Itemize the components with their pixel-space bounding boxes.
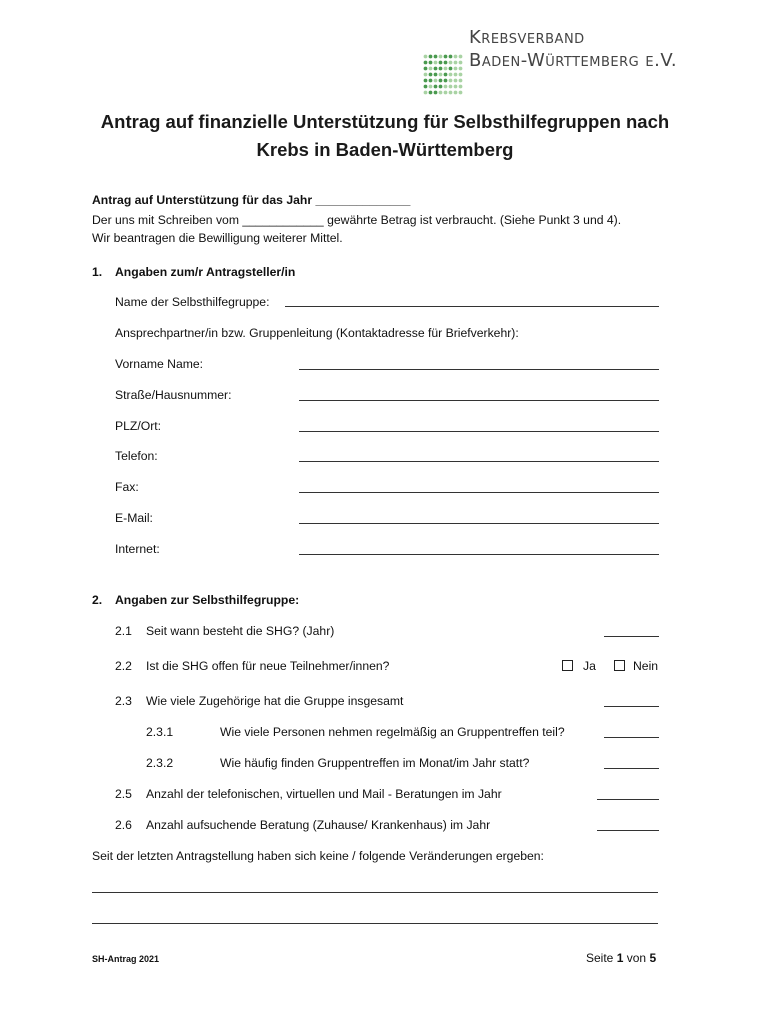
logo-dot bbox=[439, 55, 443, 59]
title-line-2: Krebs in Baden-Württemberg bbox=[256, 139, 514, 160]
logo-dot bbox=[434, 91, 438, 95]
street-field[interactable] bbox=[299, 400, 659, 401]
option-ja-label: Ja bbox=[583, 659, 596, 673]
q25-answer-field[interactable] bbox=[597, 799, 659, 800]
logo-dot bbox=[439, 73, 443, 77]
q23-label: Wie viele Zugehörige hat die Gruppe insgesamt bbox=[146, 694, 404, 708]
logo-dot bbox=[444, 67, 448, 71]
krebsverband-logo bbox=[423, 26, 743, 96]
logo-dot bbox=[454, 91, 458, 95]
field-label-email: E-Mail: bbox=[115, 511, 153, 525]
section2-number: 2. bbox=[92, 593, 103, 607]
q232-label: Wie häufig finden Gruppentreffen im Monat/im Jahr statt? bbox=[220, 756, 530, 770]
logo-dot bbox=[454, 67, 458, 71]
q231-number: 2.3.1 bbox=[146, 725, 174, 739]
q232-number: 2.3.2 bbox=[146, 756, 174, 770]
logo-dot bbox=[444, 79, 448, 83]
option-nein-label: Nein bbox=[633, 659, 659, 673]
internet-field[interactable] bbox=[299, 554, 659, 555]
q25-number: 2.5 bbox=[115, 787, 132, 801]
logo-dot bbox=[439, 67, 443, 71]
q26-number: 2.6 bbox=[115, 818, 132, 832]
letter-text: Der uns mit Schreiben vom ____________ gewährte Betrag ist verbraucht. (Siehe Punkt 3 und 4). bbox=[92, 213, 622, 227]
logo-dot bbox=[459, 55, 463, 59]
field-label-name: Vorname Name: bbox=[115, 357, 204, 371]
logo-dot bbox=[454, 85, 458, 89]
contact-label: Ansprechpartner/in bzw. Gruppenleitung (Kontaktadresse für Briefverkehr): bbox=[115, 326, 519, 340]
logo-dot bbox=[424, 55, 428, 59]
q21-number: 2.1 bbox=[115, 624, 132, 638]
logo-dot bbox=[429, 91, 433, 95]
logo-dot bbox=[439, 61, 443, 65]
name-field[interactable] bbox=[299, 369, 659, 370]
page-current: 1 bbox=[616, 951, 624, 965]
page-prefix: Seite bbox=[586, 951, 614, 965]
logo-dot bbox=[459, 85, 463, 89]
logo-dot bbox=[434, 85, 438, 89]
logo-dot bbox=[459, 73, 463, 77]
year-label: Antrag auf Unterstützung für das Jahr ______________ bbox=[92, 193, 411, 207]
q23-number: 2.3 bbox=[115, 694, 132, 708]
logo-dot bbox=[429, 85, 433, 89]
logo-dot bbox=[444, 61, 448, 65]
q231-label: Wie viele Personen nehmen regelmäßig an Gruppentreffen teil? bbox=[220, 725, 565, 739]
q23-answer-field[interactable] bbox=[604, 706, 659, 707]
logo-dot bbox=[424, 61, 428, 65]
section1-heading: Angaben zum/r Antragsteller/in bbox=[115, 265, 296, 279]
logo-dot bbox=[449, 91, 453, 95]
dot-grid-icon bbox=[423, 54, 463, 96]
q21-answer-field[interactable] bbox=[604, 636, 659, 637]
logo-dot bbox=[459, 67, 463, 71]
fax-field[interactable] bbox=[299, 492, 659, 493]
changes-line-2[interactable] bbox=[92, 923, 658, 924]
logo-dot bbox=[439, 91, 443, 95]
logo-dot bbox=[444, 55, 448, 59]
logo-dot bbox=[439, 85, 443, 89]
changes-line-1[interactable] bbox=[92, 892, 658, 893]
logo-dot bbox=[444, 85, 448, 89]
logo-dot bbox=[449, 61, 453, 65]
logo-dot bbox=[454, 79, 458, 83]
logo-line-2: Baden-Württemberg e.V. bbox=[469, 50, 678, 71]
logo-wordmark bbox=[469, 26, 677, 72]
logo-dot bbox=[434, 55, 438, 59]
q26-label: Anzahl aufsuchende Beratung (Zuhause/ Krankenhaus) im Jahr bbox=[146, 818, 491, 832]
logo-dot bbox=[429, 67, 433, 71]
group-name-label: Name der Selbsthilfegruppe: bbox=[115, 295, 270, 309]
email-field[interactable] bbox=[299, 523, 659, 524]
logo-dot bbox=[459, 61, 463, 65]
logo-dot bbox=[459, 91, 463, 95]
title-line-1: Antrag auf finanzielle Unterstützung für Selbsthilfegruppen nach bbox=[100, 111, 670, 132]
logo-dot bbox=[424, 85, 428, 89]
q25-label: Anzahl der telefonischen, virtuellen und Mail - Beratungen im Jahr bbox=[146, 787, 502, 801]
q21-label: Seit wann besteht die SHG? (Jahr) bbox=[146, 624, 335, 638]
logo-dot bbox=[449, 73, 453, 77]
q26-answer-field[interactable] bbox=[597, 830, 659, 831]
logo-dot bbox=[444, 73, 448, 77]
logo-dot bbox=[439, 79, 443, 83]
logo-dot bbox=[454, 61, 458, 65]
document-title bbox=[0, 108, 770, 164]
logo-dot bbox=[434, 67, 438, 71]
field-label-phone: Telefon: bbox=[115, 449, 158, 463]
logo-dot bbox=[454, 55, 458, 59]
logo-dot bbox=[434, 73, 438, 77]
logo-dot bbox=[449, 67, 453, 71]
changes-label: Seit der letzten Antragstellung haben sich keine / folgende Veränderungen ergeben: bbox=[92, 849, 544, 863]
page-total: 5 bbox=[649, 951, 657, 965]
field-label-street: Straße/Hausnummer: bbox=[115, 388, 232, 402]
page-indicator bbox=[586, 951, 656, 965]
q231-answer-field[interactable] bbox=[604, 737, 659, 738]
logo-dot bbox=[424, 73, 428, 77]
logo-line-1: Krebsverband bbox=[469, 27, 585, 48]
field-label-fax: Fax: bbox=[115, 480, 139, 494]
section2-heading: Angaben zur Selbsthilfegruppe: bbox=[115, 593, 300, 607]
logo-dot bbox=[449, 79, 453, 83]
logo-dot bbox=[429, 61, 433, 65]
city-field[interactable] bbox=[299, 431, 659, 432]
logo-dot bbox=[424, 67, 428, 71]
logo-dot bbox=[429, 55, 433, 59]
logo-dot bbox=[449, 55, 453, 59]
section1-number: 1. bbox=[92, 265, 103, 279]
logo-dot bbox=[459, 79, 463, 83]
logo-dot bbox=[454, 73, 458, 77]
logo-dot bbox=[444, 91, 448, 95]
request-text: Wir beantragen die Bewilligung weiterer Mittel. bbox=[92, 231, 343, 245]
logo-dot bbox=[424, 91, 428, 95]
q22-number: 2.2 bbox=[115, 659, 132, 673]
logo-dot bbox=[434, 79, 438, 83]
field-label-city: PLZ/Ort: bbox=[115, 419, 162, 433]
q232-answer-field[interactable] bbox=[604, 768, 659, 769]
logo-dot bbox=[429, 73, 433, 77]
logo-dot bbox=[429, 79, 433, 83]
phone-field[interactable] bbox=[299, 461, 659, 462]
page-mid: von bbox=[626, 951, 647, 965]
logo-dot bbox=[424, 79, 428, 83]
checkbox-ja[interactable] bbox=[562, 660, 573, 671]
logo-dot bbox=[434, 61, 438, 65]
logo-dot bbox=[449, 85, 453, 89]
field-label-internet: Internet: bbox=[115, 542, 160, 556]
checkbox-nein[interactable] bbox=[614, 660, 625, 671]
group-name-field[interactable] bbox=[285, 306, 659, 307]
q22-label: Ist die SHG offen für neue Teilnehmer/innen? bbox=[146, 659, 390, 673]
footer-doc-id: SH-Antrag 2021 bbox=[92, 954, 160, 964]
